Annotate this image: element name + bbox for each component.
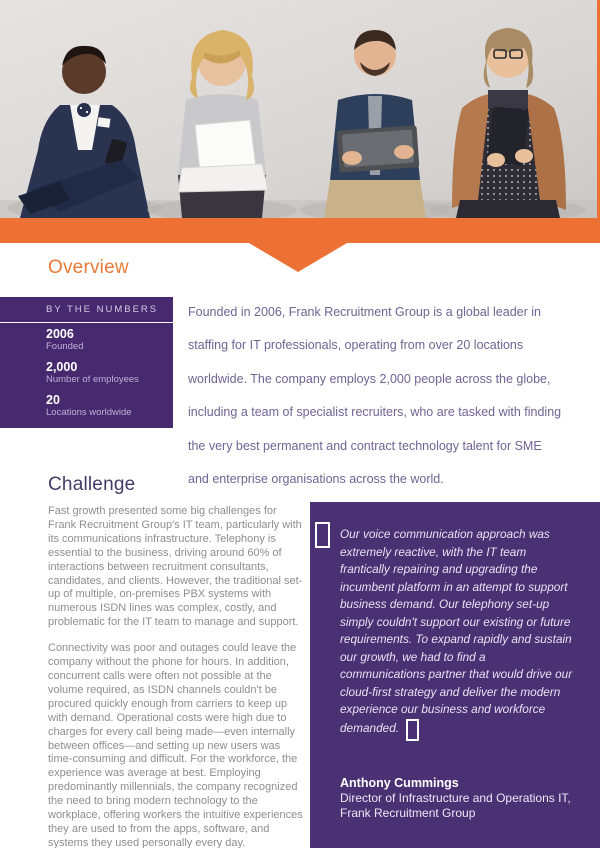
close-quote-glyph <box>406 719 419 741</box>
quote-text-content: Our voice communication approach was extremely reactive, with the IT team frantically repairing and upgrading the incumbent platform in an attempt to support business demand. Our telephony set-up simply couldn't support our existing or future requirements. To expand rapidly and sustain our growth, we had to find a communications partner that would drive our cloud-first strategy and deliver the modern experience our business and workforce demanded. <box>340 527 573 735</box>
stat-employees <box>46 361 163 386</box>
challenge-paragraph-2: Connectivity was poor and outages could leave the company without the phone for hours. In addition, concurrent calls were often not possible at the volume required, as ISDN channels couldn't be procured quickly enough from carriers to keep up with demand. Operational costs were high due to charges for every call being made—even internally between offices—and setting up new users was time-consuming and difficult. For the workforce, the experience was average at best. Employing predominantly millennials, the company recognized the need to bring modern technology to the workplace, offering workers the intuitive experiences they are used to from the apps, software, and systems they used personally every day. <box>48 642 303 848</box>
stat-founded <box>46 328 163 353</box>
quote-author-role: Director of Infrastructure and Operations IT, <box>340 790 571 805</box>
stat-locations <box>46 394 163 419</box>
challenge-paragraph-1: Fast growth presented some big challenges for Frank Recruitment Group's IT team, particularly with its communications infrastructure. Telephony is essential to the business, driving around 60% of interactions between recruitment consultants, candidates, and clients. However, the traditional set-up of multiple, on-premises PBX systems with numerous ISDN lines was complex, costly, and problematic for the IT team to manage and support. <box>48 505 303 629</box>
stat-value: 2,000 <box>46 360 78 374</box>
hero-photo-illustration <box>0 0 600 218</box>
stat-value: 20 <box>46 393 60 407</box>
quote-text <box>340 526 574 741</box>
orange-ribbon-band <box>0 218 600 243</box>
stat-label: Founded <box>46 341 84 352</box>
challenge-text-column <box>48 505 306 848</box>
challenge-heading: Challenge <box>48 474 136 495</box>
overview-paragraph: Founded in 2006, Frank Recruitment Group is a global leader in staffing for IT professionals, operating from over 20 locations worldwide. The company employs 2,000 people across the globe, including a team of specialist recruiters, who are tasked with finding the very best permanent and contract technology talent for SME and enterprise organisations across the world. <box>188 305 562 487</box>
orange-chevron-down <box>249 243 347 272</box>
quote-panel <box>310 502 600 848</box>
by-the-numbers-divider <box>0 322 173 323</box>
open-quote-glyph <box>315 522 330 548</box>
hero-photo <box>0 0 600 218</box>
quote-attribution <box>340 775 574 821</box>
by-the-numbers-title: BY THE NUMBERS <box>46 304 159 315</box>
overview-heading: Overview <box>48 257 129 278</box>
stat-label: Number of employees <box>46 374 139 385</box>
stat-label: Locations worldwide <box>46 407 132 418</box>
quote-author-company: Frank Recruitment Group <box>340 805 476 820</box>
by-the-numbers-panel <box>0 297 173 428</box>
stat-value: 2006 <box>46 327 74 341</box>
quote-author: Anthony Cummings <box>340 775 459 790</box>
